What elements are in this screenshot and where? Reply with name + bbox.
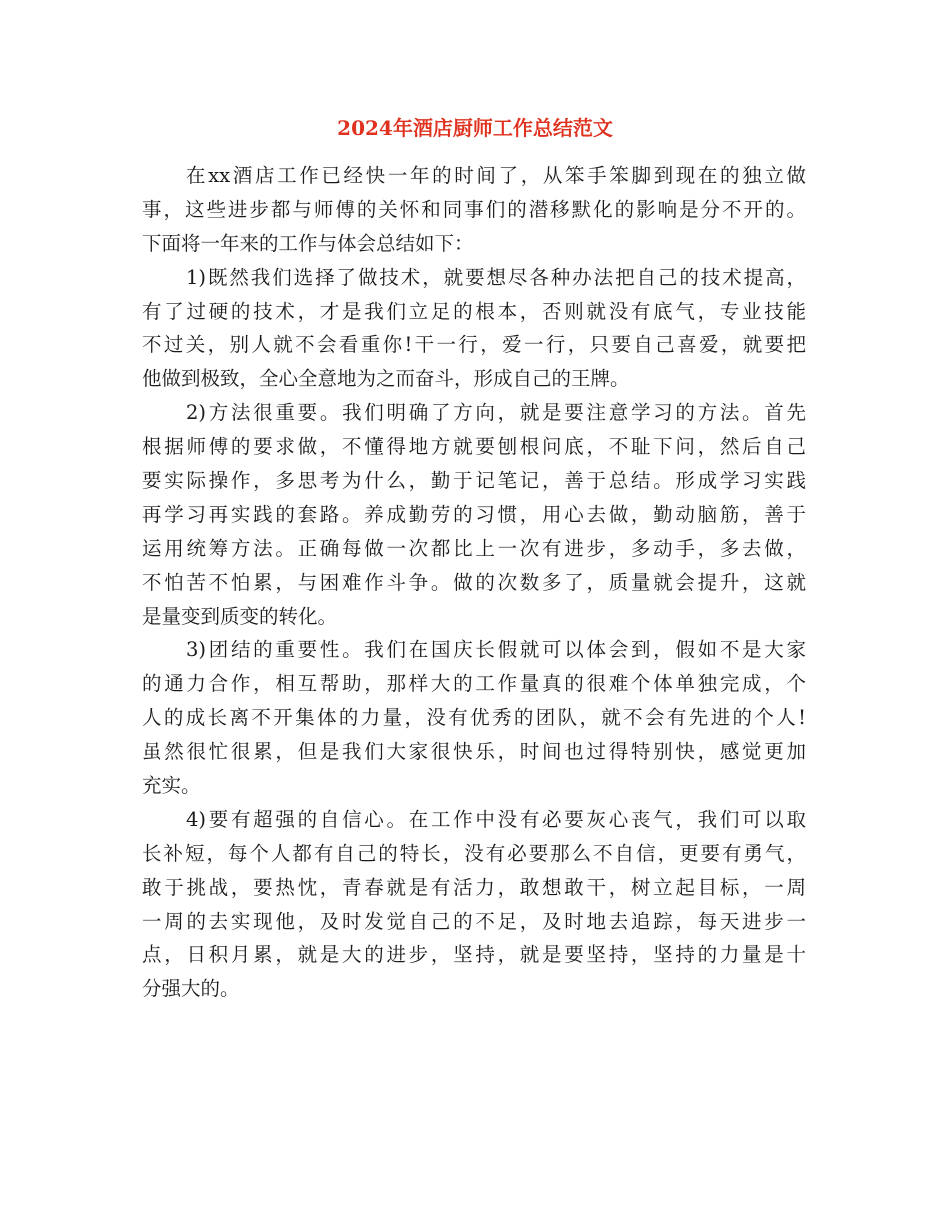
text-line: 不怕苦不怕累，与困难作斗争。做的次数多了，质量就会提升，这就 xyxy=(142,570,806,594)
document-body xyxy=(142,159,806,1006)
text-line: 人的成长离不开集体的力量，没有优秀的团队，就不会有先进的个人! xyxy=(142,706,806,730)
document-title: 2024年酒店厨师工作总结范文 xyxy=(337,116,613,140)
paragraph-intro xyxy=(142,159,806,261)
text-line: 要实际操作，多思考为什么，勤于记笔记，善于总结。形成学习实践 xyxy=(142,469,806,493)
text-line: 敢于挑战，要热忱，青春就是有活力，敢想敢干，树立起目标，一周 xyxy=(142,875,806,899)
text-line: 分强大的。 xyxy=(142,977,240,1001)
text-line: 是量变到质变的转化。 xyxy=(142,604,338,628)
text-line: 虽然很忙很累，但是我们大家很快乐，时间也过得特别快，感觉更加 xyxy=(142,740,806,764)
text-line: 2)方法很重要。我们明确了方向，就是要注意学习的方法。首先 xyxy=(186,401,806,425)
paragraph-point-1 xyxy=(142,261,806,397)
text-line: 下面将一年来的工作与体会总结如下： xyxy=(142,231,474,255)
text-line: 4)要有超强的自信心。在工作中没有必要灰心丧气，我们可以取 xyxy=(186,807,806,831)
text-line: 点，日积月累，就是大的进步，坚持，就是要坚持，坚持的力量是十 xyxy=(142,943,806,967)
text-line: 根据师傅的要求做，不懂得地方就要刨根问底，不耻下问，然后自己 xyxy=(142,435,806,459)
paragraph-point-4 xyxy=(142,803,806,1006)
text-line: 再学习再实践的套路。养成勤劳的习惯，用心去做，勤动脑筋，善于 xyxy=(142,502,806,526)
text-line: 充实。 xyxy=(142,774,201,798)
text-line: 一周的去实现他，及时发觉自己的不足，及时地去追踪，每天进步一 xyxy=(142,909,806,933)
text-line: 他做到极致，全心全意地为之而奋斗，形成自己的王牌。 xyxy=(142,367,630,391)
text-line: 1)既然我们选择了做技术，就要想尽各种办法把自己的技术提高， xyxy=(186,265,806,289)
text-line: 运用统筹方法。正确每做一次都比上一次有进步，多动手，多去做， xyxy=(142,536,806,560)
text-line: 在xx酒店工作已经快一年的时间了，从笨手笨脚到现在的独立做 xyxy=(186,164,806,187)
text-line: 的通力合作，相互帮助，那样大的工作量真的很难个体单独完成，个 xyxy=(142,672,806,696)
text-line: 有了过硬的技术，才是我们立足的根本，否则就没有底气，专业技能 xyxy=(142,299,806,323)
text-line: 3)团结的重要性。我们在国庆长假就可以体会到，假如不是大家 xyxy=(186,638,806,662)
paragraph-point-2 xyxy=(142,396,806,633)
text-line: 事，这些进步都与师傅的关怀和同事们的潜移默化的影响是分不开的。 xyxy=(142,197,806,221)
text-line: 不过关，别人就不会看重你!干一行，爱一行，只要自己喜爱，就要把 xyxy=(142,333,806,357)
paragraph-point-3 xyxy=(142,633,806,802)
text-line: 长补短，每个人都有自己的特长，没有必要那么不自信，更要有勇气， xyxy=(142,841,806,865)
